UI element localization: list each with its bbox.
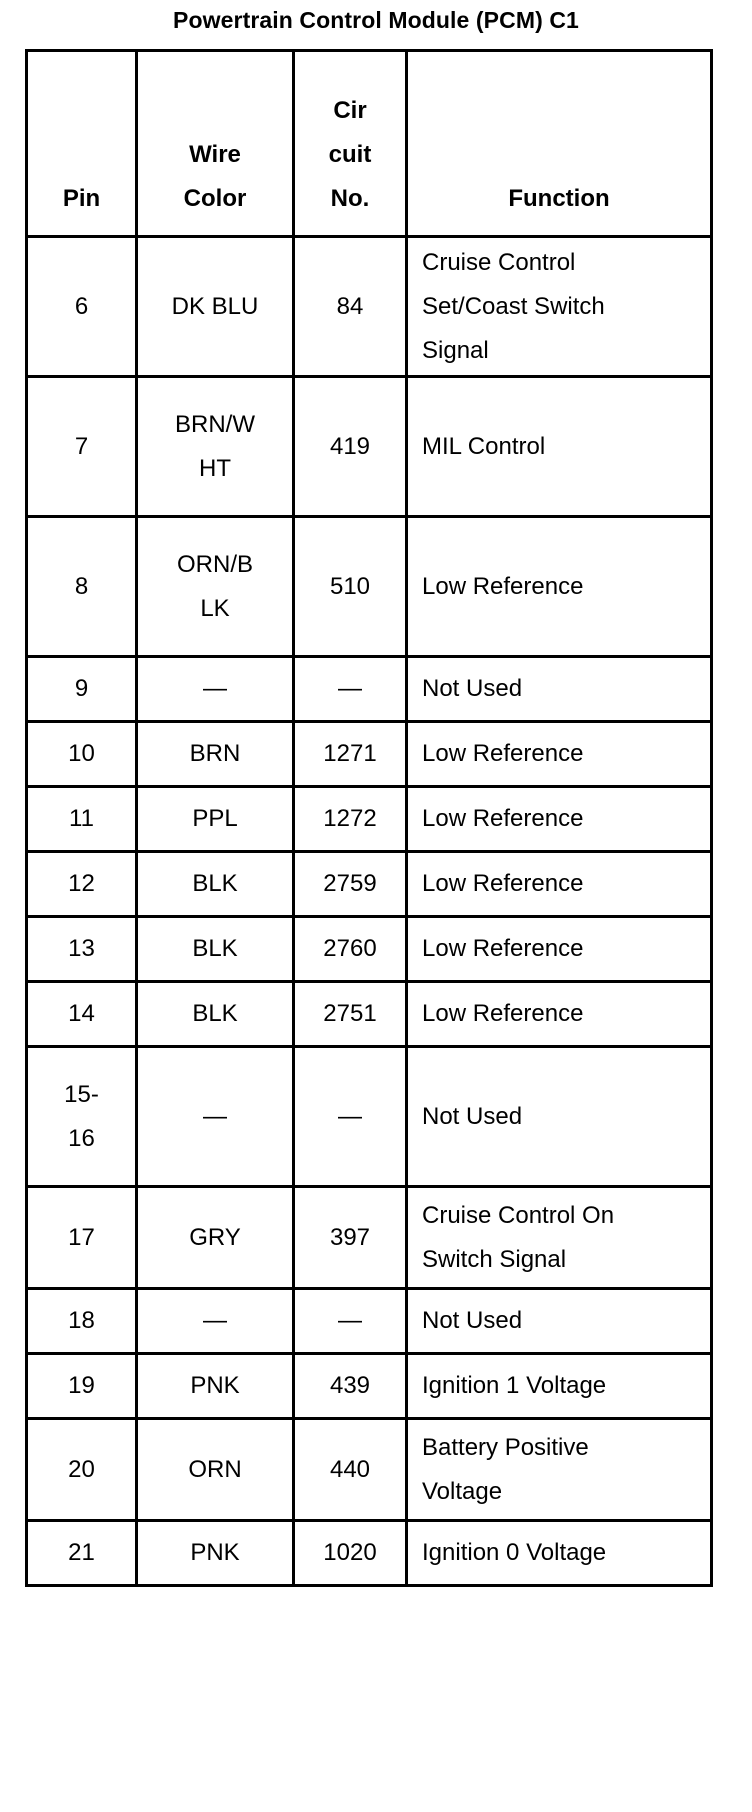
function-cell: [407, 917, 712, 982]
header-circuit-no: [294, 51, 407, 237]
wire-color-cell-text: DK BLU: [171, 292, 259, 320]
function-cell-text: Low Reference: [422, 935, 584, 962]
function-cell: [407, 237, 712, 377]
function-cell-text: Signal: [422, 336, 489, 364]
function-cell-text: Low Reference: [422, 740, 584, 767]
pin-cell-text: 14: [68, 1000, 95, 1027]
wire-color-cell: [137, 787, 294, 852]
pin-cell: [27, 917, 137, 982]
wire-color-cell-text: GRY: [189, 1223, 241, 1251]
function-cell: [407, 722, 712, 787]
wire-color-cell-text: —: [203, 1307, 227, 1334]
function-cell-text: Low Reference: [422, 572, 584, 600]
circuit-number-cell: [294, 1187, 407, 1289]
circuit-number-cell: [294, 517, 407, 657]
circuit-number-cell: [294, 657, 407, 722]
circuit-number-cell: [294, 917, 407, 982]
pin-cell-text: 12: [68, 870, 95, 897]
function-cell: [407, 657, 712, 722]
pin-cell-text: 13: [68, 935, 95, 962]
table-title: Powertrain Control Module (PCM) C1: [173, 7, 579, 33]
circuit-number-cell-text: 439: [329, 1372, 371, 1399]
pin-cell-text: 20: [68, 1455, 95, 1483]
wire-color-cell: [137, 722, 294, 787]
pin-cell-text: 6: [74, 292, 89, 320]
wire-color-cell: [137, 1354, 294, 1419]
wire-color-cell-text: PNK: [190, 1539, 240, 1566]
table-row: [27, 1187, 712, 1289]
header-circuit-no-line: No.: [330, 185, 370, 212]
header-row: [27, 51, 712, 237]
circuit-number-cell: [294, 982, 407, 1047]
function-cell-text: Low Reference: [422, 805, 584, 832]
function-cell-text: Not Used: [422, 1102, 523, 1130]
circuit-number-cell-text: 1020: [323, 1539, 377, 1566]
circuit-number-cell: [294, 1354, 407, 1419]
pin-cell-text: 8: [74, 572, 89, 600]
function-cell: [407, 982, 712, 1047]
table-row: [27, 852, 712, 917]
header-function-label: Function: [508, 185, 610, 212]
circuit-number-cell-text: 1271: [323, 740, 377, 767]
pin-cell: [27, 517, 137, 657]
wire-color-cell: [137, 657, 294, 722]
header-pin: [27, 51, 137, 237]
pin-cell: [27, 1289, 137, 1354]
wire-color-cell-text: BRN/W: [175, 410, 255, 438]
function-cell: [407, 517, 712, 657]
header-wire-color: [137, 51, 294, 237]
circuit-number-cell-text: 419: [329, 432, 371, 460]
table-row: [27, 1289, 712, 1354]
pin-cell: [27, 1187, 137, 1289]
function-cell-text: Set/Coast Switch: [422, 292, 605, 320]
wire-color-cell-text: —: [203, 1102, 227, 1130]
table-row: [27, 237, 712, 377]
wire-color-cell-text: —: [203, 675, 227, 702]
pin-cell-text: 19: [68, 1372, 95, 1399]
pin-cell-text: 15-: [64, 1080, 99, 1108]
header-pin-label: Pin: [62, 185, 101, 212]
circuit-number-cell-text: 440: [329, 1455, 371, 1483]
circuit-number-cell-text: 84: [336, 292, 364, 320]
pin-cell: [27, 982, 137, 1047]
table-row: [27, 517, 712, 657]
circuit-number-cell-text: —: [338, 675, 362, 702]
function-cell-text: Not Used: [422, 675, 523, 702]
wire-color-cell: [137, 917, 294, 982]
function-cell-text: Battery Positive: [422, 1433, 589, 1461]
wire-color-cell-text: BLK: [192, 870, 238, 897]
wire-color-cell: [137, 1521, 294, 1586]
pin-table: [25, 49, 713, 1587]
function-cell-text: Ignition 1 Voltage: [422, 1372, 607, 1399]
pin-cell: [27, 657, 137, 722]
header-circuit-no-line: Cir: [333, 97, 367, 124]
function-cell-text: Ignition 0 Voltage: [422, 1539, 607, 1566]
circuit-number-cell: [294, 1289, 407, 1354]
function-cell-text: Cruise Control On: [422, 1201, 615, 1229]
function-cell: [407, 1419, 712, 1521]
function-cell-text: Not Used: [422, 1307, 523, 1334]
function-cell: [407, 1047, 712, 1187]
function-cell: [407, 377, 712, 517]
table-row: [27, 377, 712, 517]
table-row: [27, 1419, 712, 1521]
pin-cell-text: 7: [74, 432, 89, 460]
circuit-number-cell: [294, 237, 407, 377]
circuit-number-cell-text: 397: [329, 1223, 371, 1251]
pin-cell: [27, 1419, 137, 1521]
wire-color-cell-text: PNK: [190, 1372, 240, 1399]
circuit-number-cell: [294, 787, 407, 852]
header-function: [407, 51, 712, 237]
circuit-number-cell-text: 2760: [323, 935, 377, 962]
pin-cell-text: 17: [68, 1223, 95, 1251]
wire-color-cell-text: ORN: [188, 1455, 242, 1483]
pin-cell-text: 11: [69, 805, 94, 832]
function-cell: [407, 1187, 712, 1289]
header-wire-color-line: Color: [183, 185, 247, 212]
circuit-number-cell: [294, 722, 407, 787]
wire-color-cell: [137, 982, 294, 1047]
wire-color-cell: [137, 1419, 294, 1521]
pin-cell-text: 21: [68, 1539, 95, 1566]
pin-cell: [27, 377, 137, 517]
wire-color-cell: [137, 1047, 294, 1187]
wire-color-cell: [137, 1187, 294, 1289]
pin-cell: [27, 237, 137, 377]
wire-color-cell-text: HT: [199, 454, 231, 482]
circuit-number-cell-text: —: [338, 1307, 362, 1334]
table-row: [27, 1521, 712, 1586]
circuit-number-cell-text: —: [338, 1102, 362, 1130]
function-cell-text: MIL Control: [422, 432, 546, 460]
header-wire-color-line: Wire: [189, 141, 241, 168]
circuit-number-cell: [294, 1521, 407, 1586]
wire-color-cell: [137, 1289, 294, 1354]
table-body: [27, 237, 712, 1586]
wire-color-cell-text: BLK: [192, 935, 238, 962]
pin-cell-text: 9: [74, 675, 89, 702]
pin-cell-text: 10: [68, 740, 95, 767]
circuit-number-cell-text: 2759: [323, 870, 377, 897]
wire-color-cell: [137, 237, 294, 377]
function-cell-text: Low Reference: [422, 1000, 584, 1027]
function-cell: [407, 1289, 712, 1354]
table-row: [27, 657, 712, 722]
function-cell: [407, 1354, 712, 1419]
header-circuit-no-line: cuit: [328, 141, 372, 168]
pin-cell: [27, 852, 137, 917]
function-cell-text: Cruise Control: [422, 248, 576, 276]
wire-color-cell-text: BRN: [189, 740, 241, 767]
function-cell: [407, 1521, 712, 1586]
circuit-number-cell: [294, 852, 407, 917]
function-cell: [407, 852, 712, 917]
wire-color-cell: [137, 517, 294, 657]
circuit-number-cell-text: 510: [329, 572, 371, 600]
table-row: [27, 1047, 712, 1187]
circuit-number-cell-text: 2751: [323, 1000, 377, 1027]
pin-cell: [27, 1354, 137, 1419]
pin-cell: [27, 1047, 137, 1187]
pin-cell: [27, 787, 137, 852]
circuit-number-cell-text: 1272: [323, 805, 377, 832]
wire-color-cell: [137, 852, 294, 917]
pin-cell-text: 16: [68, 1124, 95, 1152]
function-cell-text: Switch Signal: [422, 1245, 567, 1273]
wire-color-cell-text: LK: [200, 594, 230, 622]
table-row: [27, 722, 712, 787]
table-row: [27, 1354, 712, 1419]
pin-cell: [27, 1521, 137, 1586]
table-row: [27, 787, 712, 852]
wire-color-cell: [137, 377, 294, 517]
table-row: [27, 917, 712, 982]
function-cell: [407, 787, 712, 852]
wire-color-cell-text: PPL: [192, 805, 238, 832]
wire-color-cell-text: BLK: [192, 1000, 238, 1027]
circuit-number-cell: [294, 1419, 407, 1521]
wire-color-cell-text: ORN/B: [176, 550, 253, 578]
function-cell-text: Voltage: [422, 1477, 503, 1505]
circuit-number-cell: [294, 377, 407, 517]
function-cell-text: Low Reference: [422, 870, 584, 897]
pin-cell-text: 18: [68, 1307, 95, 1334]
table-row: [27, 982, 712, 1047]
circuit-number-cell: [294, 1047, 407, 1187]
pin-cell: [27, 722, 137, 787]
